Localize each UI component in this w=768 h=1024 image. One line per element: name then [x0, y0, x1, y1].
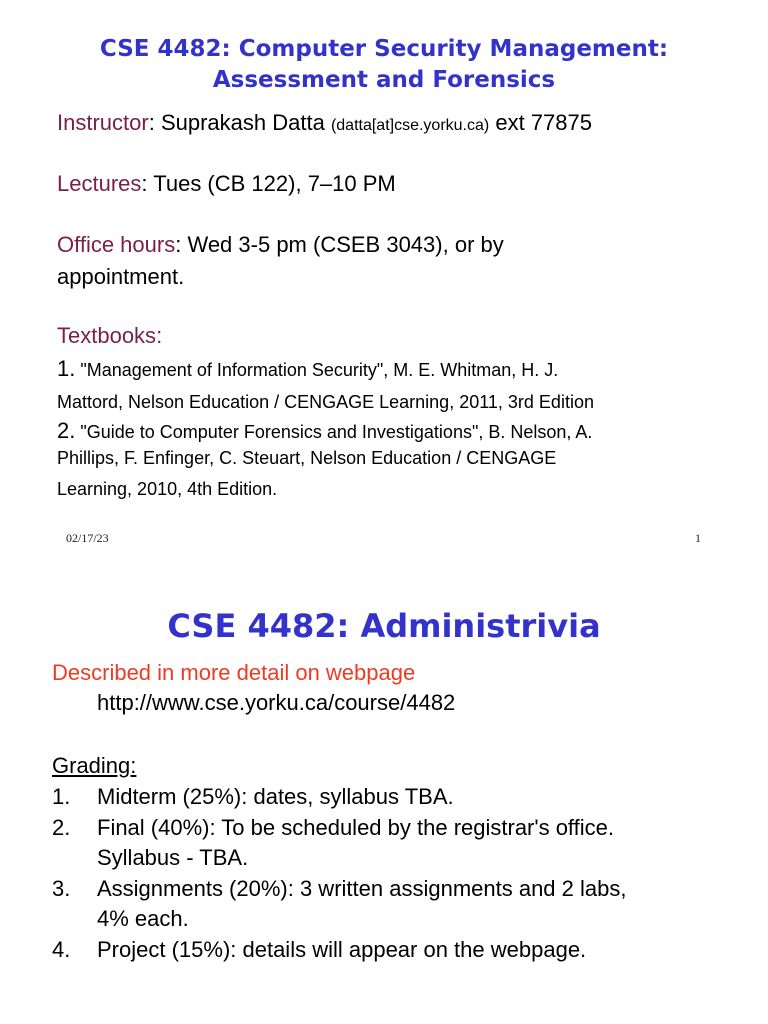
- slide-2: [0, 580, 768, 1024]
- instructor-colon: :: [148, 110, 155, 135]
- lectures-colon: :: [141, 171, 148, 196]
- instructor-name: Suprakash Datta: [154, 110, 331, 135]
- grading-item-4-text: Project (15%): details will appear on the webpage.: [97, 937, 587, 962]
- grading-item-4-number: 4.: [52, 937, 71, 962]
- footer-date: 02/17/23: [66, 531, 109, 545]
- office-hours-line-1: [57, 230, 504, 260]
- instructor-ext: ext 77875: [489, 110, 592, 135]
- grading-item-3-text-cont: 4% each.: [97, 906, 189, 931]
- grading-label: Grading:: [52, 753, 137, 778]
- office-hours-line-2: appointment.: [57, 264, 185, 289]
- footer-page-number: 1: [695, 531, 701, 545]
- textbook-2-line-2: Phillips, F. Enfinger, C. Steuart, Nelson Education / CENGAGE: [57, 448, 557, 468]
- office-hours-text: Wed 3-5 pm (CSEB 3043), or by: [181, 232, 504, 257]
- grading-item-4: [97, 935, 737, 965]
- lectures-line: [57, 169, 396, 199]
- grading-item-2-text: Final (40%): To be scheduled by the registrar's office.: [97, 815, 614, 840]
- course-url: http://www.cse.yorku.ca/course/4482: [97, 690, 456, 715]
- textbook-2-title: "Guide to Computer Forensics and Investigations", B. Nelson, A.: [75, 422, 593, 442]
- slide-1-title: [0, 34, 768, 96]
- instructor-line: [57, 108, 592, 141]
- grading-item-2: [97, 813, 737, 873]
- textbook-1-number: 1.: [57, 356, 76, 381]
- slide-1-title-line-2: Assessment and Forensics: [212, 67, 556, 93]
- slide-2-title: CSE 4482: Administrivia: [167, 607, 601, 645]
- grading-item-1: [97, 782, 737, 812]
- lectures-label: Lectures: [57, 171, 142, 196]
- textbook-2-line-3: Learning, 2010, 4th Edition.: [57, 479, 278, 499]
- lectures-text: Tues (CB 122), 7–10 PM: [147, 171, 396, 196]
- instructor-email: (datta[at]cse.yorku.ca): [330, 117, 490, 134]
- grading-heading: [52, 751, 136, 781]
- grading-item-3-number: 3.: [52, 876, 71, 901]
- textbook-1-line-1: [57, 354, 558, 385]
- textbooks-heading: [57, 321, 162, 351]
- office-hours-colon: :: [175, 232, 182, 257]
- grading-item-1-number: 1.: [52, 784, 71, 809]
- grading-item-2-text-cont: Syllabus - TBA.: [97, 845, 249, 870]
- textbook-1-title: "Management of Information Security", M. E. Whitman, H. J.: [75, 360, 559, 380]
- grading-item-2-number: 2.: [52, 815, 71, 840]
- grading-item-3: [97, 874, 737, 934]
- instructor-label: Instructor: [57, 110, 149, 135]
- described-text: Described in more detail on webpage: [52, 660, 416, 685]
- grading-item-1-text: Midterm (25%): dates, syllabus TBA.: [97, 784, 454, 809]
- office-hours-label: Office hours: [57, 232, 176, 257]
- slide-1-title-line-1: CSE 4482: Computer Security Management:: [99, 36, 669, 62]
- grading-item-3-text: Assignments (20%): 3 written assignments and 2 labs,: [97, 876, 627, 901]
- textbooks-colon: :: [156, 323, 163, 348]
- textbook-2-number: 2.: [57, 418, 76, 443]
- textbooks-label: Textbooks: [57, 323, 157, 348]
- textbook-1-line-2: Mattord, Nelson Education / CENGAGE Learning, 2011, 3rd Edition: [57, 392, 594, 412]
